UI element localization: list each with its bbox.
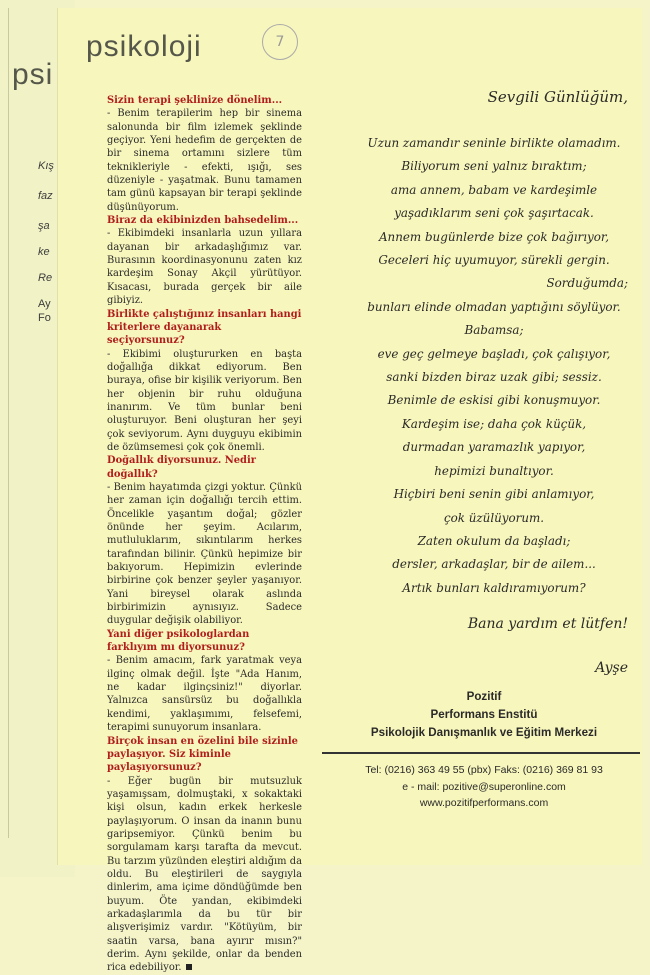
diary-line: Babamsa; (464, 323, 524, 338)
interview-answer: - Ekibimdeki insanlarla uzun yıllara dayanan bir arkadaşlığımız var. Burasının koordinasyonunu zaten kız kardeşim Sonay Akçil yürütüyor. Kısacası, burada gerçek bir aile gibiyiz. (107, 228, 302, 307)
contact-phone: Tel: (0216) 363 49 55 (pbx) Faks: (0216) 369 81 93 (365, 764, 603, 776)
company-name-line: Performans Enstitü (430, 708, 538, 721)
interview-question: Doğallık diyorsunuz. Nedir doğallık? (107, 455, 256, 480)
diary-line: eve geç gelmeye başladı, çok çalışıyor, (377, 346, 611, 361)
interview-article (107, 94, 302, 975)
diary-plea: Bana yardım et lütfen! (467, 616, 628, 633)
diary-line: Biliyorum seni yalnız bıraktım; (401, 159, 587, 174)
interview-question: Birlikte çalıştığınız insanları hangi kriterlere dayanarak seçiyorsunuz? (107, 308, 302, 347)
contact-website: www.pozitifperformans.com (419, 797, 549, 809)
back-page-item: Re (38, 272, 53, 284)
diary-line: Hiçbiri beni senin gibi anlamıyor, (393, 487, 595, 502)
back-page-item: faz (38, 190, 53, 202)
diary-line: Annem bugünlerde bize çok bağırıyor, (378, 229, 610, 244)
diary-line: yaşadıklarım seni çok şaşırtacak. (394, 206, 594, 221)
page-edge (8, 8, 9, 838)
interview-question: Birçok insan en özelini bile sizinle paylaşıyor. Siz kiminle paylaşıyorsunuz? (107, 735, 298, 774)
back-page-item: ke (38, 246, 50, 258)
back-page-item: Kış (38, 160, 54, 172)
diary-line: ama annem, babam ve kardeşimle (390, 182, 598, 197)
diary-line: Artık bunları kaldıramıyorum? (402, 580, 586, 595)
diary-line: Uzun zamandır seninle birlikte olamadım. (367, 136, 621, 150)
diary-line: Benimle de eskisi gibi konuşmuyor. (387, 393, 601, 408)
diary-signature: Ayşe (595, 660, 628, 677)
diary-line: sanki bizden biraz uzak gibi; sessiz. (386, 370, 602, 385)
section-title: psikoloji (86, 30, 202, 63)
interview-question: Biraz da ekibinizden bahsedelim... (107, 215, 299, 227)
diary-greeting: Sevgili Günlüğüm, (487, 88, 628, 106)
contact-email: e - mail: pozitive@superonline.com (402, 780, 566, 793)
company-name-line: Pozitif (466, 690, 502, 703)
interview-answer-text: - Eğer bugün bir mutsuzluk yaşamışsam, dolmuştaki, x sokaktaki kişi olsun, kadın erkek herkesle paylaşıyorum. O insan da inanın bunu garipsemiyor. Çünkü benim bu sorgulamam karşı tarafta da mevcut. Bu tarzım yüzünden eleştiri aldığım da oldu. Bu eleştirileri de saygıyla dinlerim, ama içime döndüğümde ben buyum. Öte yandan, ekibimdeki arkadaşlarımla da bu tür bir alışverişimiz vardır. "Kötüyüm, bir saatin varsa, bana ayırır mısın?" derim. Aynı şekilde, onlar da benden rica edebiliyor. (107, 775, 302, 974)
company-block (330, 688, 638, 742)
back-page-item: Ay (38, 298, 51, 310)
interview-answer: - Benim amacım, fark yaratmak veya ilginç olmak değil. İşte "Ada Hanım, ne kadar ilginçsiniz!" diyorlar. Yalnızca sansürsüz bu doğallıkla kendimi, yaklaşımımı, felsefemi, terapimi sunuyorum insanlara. (107, 655, 302, 734)
divider-rule (322, 752, 640, 754)
diary-line: Sorduğumda; (546, 276, 628, 291)
back-page-title: psi (12, 58, 54, 91)
diary-line: Kardeşim ise; daha çok küçük, (401, 416, 587, 431)
back-page-item: şa (38, 220, 50, 232)
end-mark-icon (186, 964, 192, 970)
diary-line: bunları elinde olmadan yaptığını söylüyor. (367, 299, 621, 314)
interview-answer (107, 775, 302, 975)
diary-letter (360, 88, 628, 676)
back-page-item: Fo (38, 312, 51, 324)
contact-block (330, 762, 638, 812)
diary-line: durmadan yaramazlık yapıyor, (402, 440, 586, 455)
company-name-line: Psikolojik Danışmanlık ve Eğitim Merkezi (370, 726, 598, 739)
diary-line: Zaten okulum da başladı; (417, 533, 571, 548)
interview-answer: - Ekibimi oluştururken en başta doğallığa dikkat ediyorum. Ben buraya, ofise bir kişilik veriyorum. Ben her objenin bir ruhu olduğuna inanırım. Ve tüm bunlar beni oluşturuyor. Beni oluşturan her şeyi çok seviyorum. Aynı duyguyu ekibimin de özümsemesi çok çok önemli. (107, 348, 302, 453)
diary-lines (360, 132, 628, 600)
diary-line: dersler, arkadaşlar, bir de ailem... (392, 557, 596, 572)
interview-answer: - Benim hayatımda çizgi yoktur. Çünkü her zaman için doğallığı tercih ettim. Öncelikle yaşantım doğal; gözler önünde her şeyim. Acılarım, mutluluklarım, sıkıntılarım herkes tarafından bilinir. Çünkü hepimize bir bakıyorum. Hepimizin evlerinde birbirine çok benzer şeyler yaşanıyor. Yani bireysel olarak aslında birbirimizin aynısıyız. Sadece duygular değişik olabiliyor. (107, 481, 302, 627)
page-stamp: 7 (262, 24, 298, 60)
interview-question: Yani diğer psikologlardan farklıyım mı diyorsunuz? (107, 628, 250, 654)
diary-line: Geceleri hiç uyumuyor, sürekli gergin. (378, 253, 610, 268)
diary-line: hepimizi bunaltıyor. (434, 463, 554, 478)
interview-answer: - Benim terapilerim hep bir sinema salonunda bir film izlemek şeklinde geçiyor. Yeni hedefim de gerçekten de bir sinema ortamını sizlere tüm teknikleriyle - efekti, ışığı, ses düzeniyle - yaşatmak. Bunu tamamen tam günü kapsayan bir terapi şeklinde düşünüyorum. (107, 108, 302, 213)
diary-line: çok üzülüyorum. (443, 510, 545, 525)
interview-question: Sizin terapi şeklinize dönelim... (107, 95, 283, 106)
